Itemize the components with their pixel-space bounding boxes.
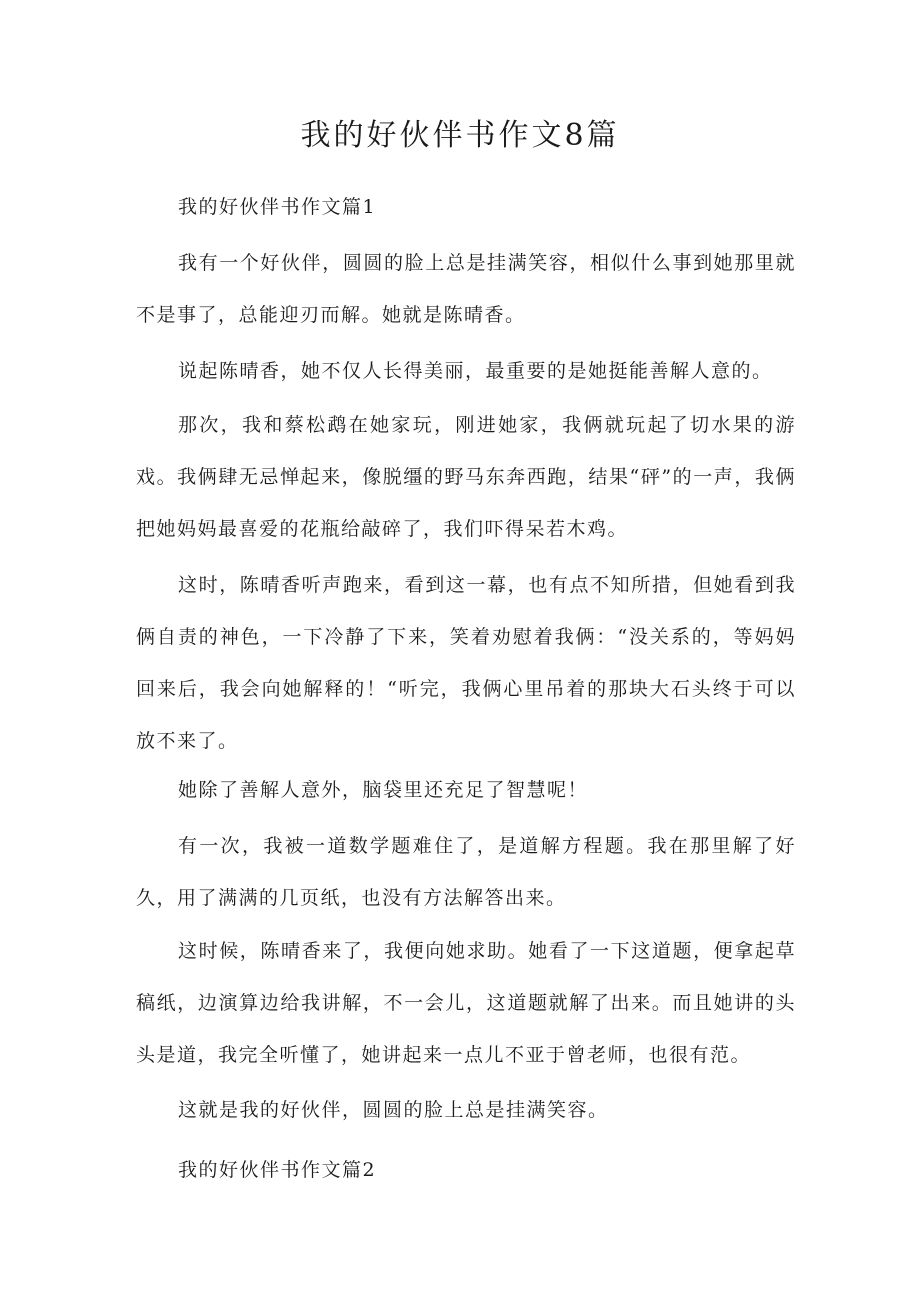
section-heading-2: 我的好伙伴书作文篇2 bbox=[178, 1159, 377, 1181]
section-heading-1: 我的好伙伴书作文篇1 bbox=[178, 196, 377, 218]
paragraph-8: 这就是我的好伙伴，圆圆的脸上总是挂满笑容。 bbox=[178, 1099, 609, 1121]
paragraph-3: 那次，我和蔡松鹉在她家玩，刚进她家，我俩就玩起了切水果的游戏。我俩肆无忌惮起来，像脱缰的野马东奔西跑，结果“砰”的一声，我俩把她妈妈最喜爱的花瓶给敲碎了，我们吓得呆若木鸡。 bbox=[136, 414, 796, 540]
paragraph-7: 这时候，陈晴香来了，我便向她求助。她看了一下这道题，便拿起草稿纸，边演算边给我讲解，不一会儿，这道题就解了出来。而且她讲的头头是道，我完全听懂了，她讲起来一点儿不亚于曾老师，也很有范。 bbox=[136, 940, 796, 1066]
paragraph-2: 说起陈晴香，她不仅人长得美丽，最重要的是她挺能善解人意的。 bbox=[178, 360, 773, 382]
paragraph-4: 这时，陈晴香听声跑来，看到这一幕，也有点不知所措，但她看到我俩自责的神色，一下冷静了下来，笑着劝慰着我俩：“没关系的，等妈妈回来后，我会向她解释的！“听完，我俩心里吊着的那块大石头终于可以放不来了。 bbox=[136, 574, 796, 752]
paragraph-1: 我有一个好伙伴，圆圆的脸上总是挂满笑容，相似什么事到她那里就不是事了，总能迎刃而解。她就是陈晴香。 bbox=[136, 252, 796, 326]
paragraph-6: 有一次，我被一道数学题难住了，是道解方程题。我在那里解了好久，用了满满的几页纸，也没有方法解答出来。 bbox=[136, 835, 796, 909]
document-title: 我的好伙伴书作文8篇 bbox=[300, 118, 620, 153]
paragraph-5: 她除了善解人意外，脑袋里还充足了智慧呢！ bbox=[178, 779, 589, 801]
